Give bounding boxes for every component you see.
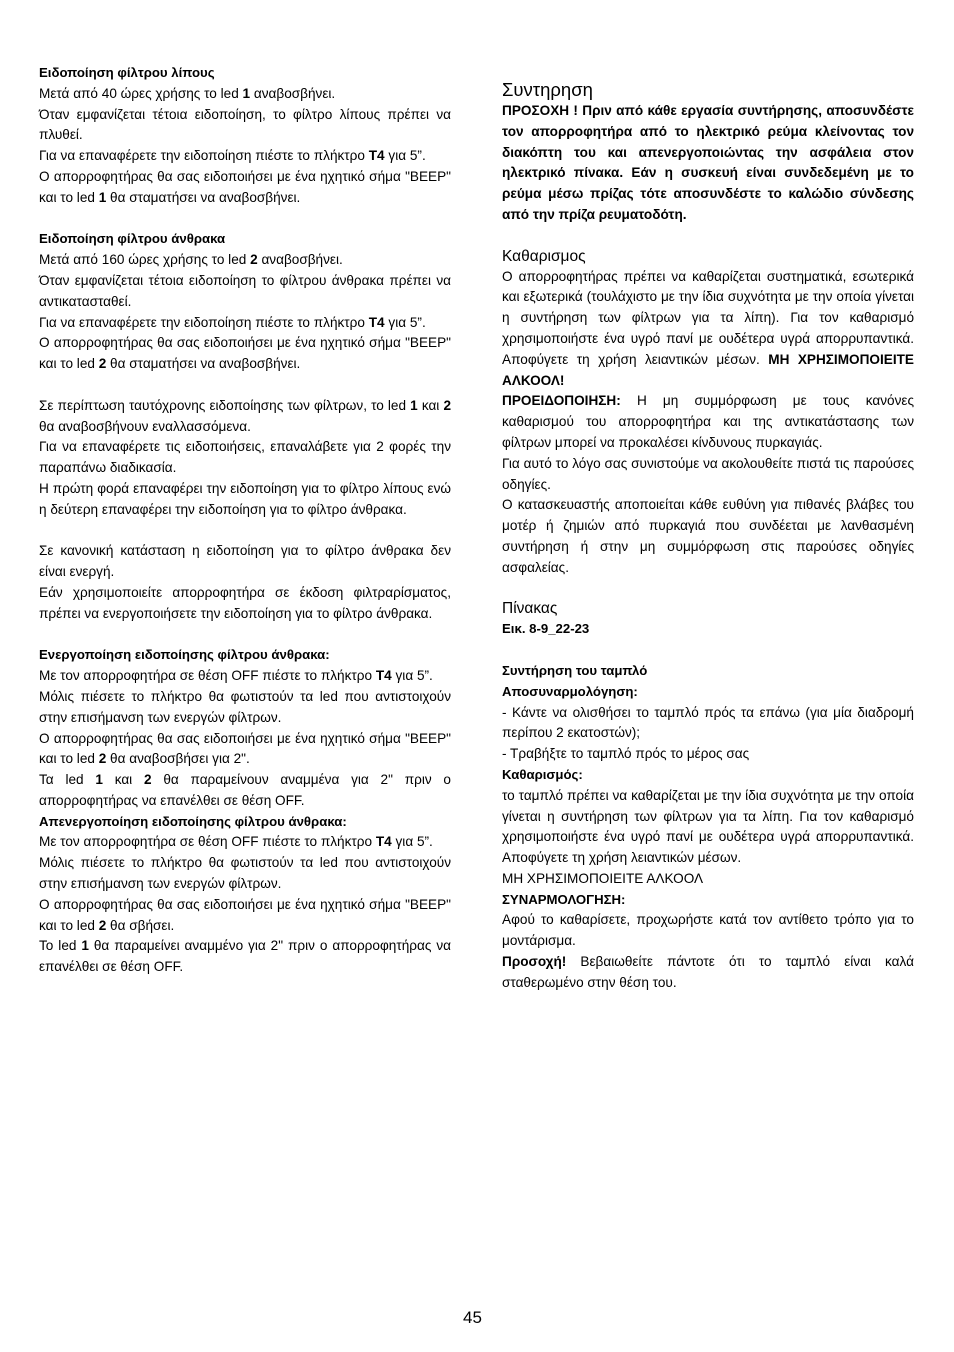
normal-state-line-2: Εάν χρησιμοποιείτε απορροφητήρα σε έκδοση φιλτραρίσματος, πρέπει να ενεργοποιήσετε την ειδοποίηση για το φίλτρο άνθρακα.	[39, 584, 451, 621]
panel-no-alcohol: ΜΗ ΧΡΗΣΙΜΟΠΟΙΕΙΤΕ ΑΛΚΟΟΛ	[502, 870, 704, 886]
deactivate-line-3: Ο απορροφητήρας θα σας ειδοποιήσει με ένα ηχητικό σήμα "BEEP" και το led 2 θα σβήσει.	[39, 896, 451, 933]
activate-line-2: Μόλις πιέσετε το πλήκτρο θα φωτιστούν τα led που αντιστοιχούν στην επισήμανση των ενεργών φίλτρων.	[39, 688, 451, 725]
page-number: 45	[463, 1308, 482, 1327]
assembly-text: Αφού το καθαρίσετε, προχωρήστε κατά τον αντίθετο τρόπο για το μοντάρισμα.	[502, 912, 914, 949]
cleaning-paragraph-3: Για αυτό το λόγο σας συνιστούμε να ακολουθείτε πιστά τις παρούσες οδηγίες.	[502, 455, 914, 492]
cleaning-paragraph-2: ΠΡΟΕΙΔΟΠΟΙΗΣΗ: Η μη συμμόρφωση με τους κανόνες καθαρισμού του απορροφητήρα και της αντικατάστασης των φίλτρων μπορεί να προκαλέσει κίνδυνους πυρκαγιάς.	[502, 393, 914, 450]
right-column	[502, 78, 914, 994]
deactivate-carbon-title: Απενεργοποίηση ειδοποίησης φίλτρου άνθρακα:	[39, 813, 347, 829]
carbon-line-4: Ο απορροφητήρας θα σας ειδοποιήσει με ένα ηχητικό σήμα "BEEP" και το led 2 θα σταματήσει να αναβοσβήνει.	[39, 335, 451, 372]
cleaning-title: Καθαρισμος	[502, 247, 586, 265]
activate-line-1: Με τον απορροφητήρα σε θέση OFF πιέστε το πλήκτρο T4 για 5”.	[39, 668, 433, 684]
grease-line-3: Για να επαναφέρετε την ειδοποίηση πιέστε το πλήκτρο T4 για 5”.	[39, 148, 426, 164]
panel-title: Πίνακας	[502, 600, 558, 618]
disassembly-title: Αποσυναρμολόγηση:	[502, 683, 638, 699]
normal-state-line-1: Σε κανονική κατάσταση η ειδοποίηση για το φίλτρο άνθρακα δεν είναι ενεργή.	[39, 543, 451, 580]
deactivate-line-4: Το led 1 θα παραμείνει αναμμένο για 2" πριν ο απορροφητήρας να επανέλθει σε θέση OFF.	[39, 938, 451, 975]
carbon-line-1: Μετά από 160 ώρες χρήσης το led 2 αναβοσβήνει.	[39, 252, 343, 268]
simultaneous-line-3: Η πρώτη φορά επαναφέρει την ειδοποίηση για το φίλτρο λίπους ενώ η δεύτερη επαναφέρει την ειδοποίηση για το φίλτρο άνθρακα.	[39, 480, 451, 517]
cleaning-paragraph-1: Ο απορροφητήρας πρέπει να καθαρίζεται συστηματικά, εσωτερικά και εξωτερικά (τουλάχιστο με την ίδια συχνότητα με την οποία γίνεται η συντήρηση των φίλτρων για τα λίπη). Για τον καθαρισμό χρησιμοποιήστε ένα υγρό πανί με ουδέτερα υγρά απορρυπαντικά. Αποφύγετε τη χρήση λειαντικών μέσων. ΜΗ ΧΡΗΣΙΜΟΠΟΙΕΙΤΕ ΑΛΚΟΟΛ!	[502, 268, 914, 388]
disassembly-step-2: - Τραβήξτε το ταμπλό πρός το μέρος σας	[502, 746, 750, 762]
deactivate-line-2: Μόλις πιέσετε το πλήκτρο θα φωτιστούν τα led που αντιστοιχούν στην επισήμανση των ενεργών φίλτρων.	[39, 855, 451, 892]
activate-carbon-title: Ενεργοποίηση ειδοποίησης φίλτρου άνθρακα:	[39, 647, 330, 663]
panel-cleaning-text: το ταμπλό πρέπει να καθαρίζεται με την ίδια συχνότητα με την οποία γίνεται η συντήρηση των φίλτρων για τα λίπη. Για τον καθαρισμό χρησιμοποιήστε ένα υγρό πανί με ουδέτερα υγρά απορρυπαντικά. Αποφύγετε τη χρήση λειαντικών μέσων.	[502, 787, 914, 866]
maintenance-title: Συντηρηση	[502, 79, 593, 100]
grease-line-4: Ο απορροφητήρας θα σας ειδοποιήσει με ένα ηχητικό σήμα "BEEP" και το led 1 θα σταματήσει να αναβοσβήνει.	[39, 168, 451, 205]
deactivate-line-1: Με τον απορροφητήρα σε θέση OFF πιέστε το πλήκτρο T4 για 5”.	[39, 834, 433, 850]
grease-filter-title: Ειδοποίηση φίλτρου λίπους	[39, 65, 215, 80]
maintenance-warning: ΠΡΟΣΟΧΗ ! Πριν από κάθε εργασία συντήρησης, αποσυνδέστε τον απορροφητήρα από το ηλεκτρικό ρεύμα κλείνοντας τον διακόπτη του και απενεργοποιώντας την ασφάλεια στον ηλεκτρικό πίνακα. Εάν η συσκευή είναι συνδεδεμένη με το ρεύμα μέσω πρίζας τότε αποσυνδέστε το καλώδιο σύνδεσης από την πρίζα ρευματοδότη.	[502, 103, 914, 222]
activate-line-3: Ο απορροφητήρας θα σας ειδοποιήσει με ένα ηχητικό σήμα "BEEP" και το led 2 θα αναβοσβήσει για 2".	[39, 730, 451, 767]
simultaneous-line-1: Σε περίπτωση ταυτόχρονης ειδοποίησης των φίλτρων, το led 1 και 2 θα αναβοσβήνουν εναλλασσόμενα.	[39, 397, 451, 434]
carbon-line-3: Για να επαναφέρετε την ειδοποίηση πιέστε το πλήκτρο T4 για 5”.	[39, 314, 426, 330]
simultaneous-line-2: Για να επαναφέρετε τις ειδοποιήσεις, επαναλάβετε για 2 φορές την παραπάνω διαδικασία.	[39, 439, 451, 476]
carbon-filter-title: Ειδοποίηση φίλτρου άνθρακα	[39, 231, 226, 247]
grease-line-1: Μετά από 40 ώρες χρήσης το led 1 αναβοσβήνει.	[39, 85, 336, 101]
carbon-line-2: Όταν εμφανίζεται τέτοια ειδοποίηση το φίλτρου άνθρακα πρέπει να αντικατασταθεί.	[39, 272, 451, 309]
disassembly-step-1: - Κάντε να ολισθήσει το ταμπλό πρός τα επάνω (για μία διαδρομή περίπου 2 εκατοστών);	[502, 704, 914, 741]
cleaning-paragraph-4: Ο κατασκευαστής αποποιείται κάθε ευθύνη για πιθανές βλάβες του μοτέρ ή ζημιών από πυρκαγιά που συνδέεται με λανθασμένη συντήρηση ή στην μη συμμόρφωση στις παρούσες οδηγίες ασφαλείας.	[502, 497, 914, 575]
panel-maintenance-subtitle: Συντήρηση του ταμπλό	[502, 662, 648, 678]
left-column	[39, 63, 451, 978]
panel-cleaning-title: Καθαρισμός:	[502, 766, 583, 782]
figure-reference: Εικ. 8-9_22-23	[502, 621, 590, 637]
assembly-title: ΣΥΝΑΡΜΟΛΟΓΗΣΗ:	[502, 891, 626, 907]
activate-line-4: Τα led 1 και 2 θα παραμείνουν αναμμένα για 2" πριν ο απορροφητήρας να επανέλθει σε θέση OFF.	[39, 772, 451, 808]
assembly-caution: Προσοχή! Βεβαιωθείτε πάντοτε ότι το ταμπλό είναι καλά σταθερωμένο στην θέση του.	[502, 954, 914, 990]
grease-line-2: Όταν εμφανίζεται τέτοια ειδοποίηση, το φίλτρο λίπους πρέπει να πλυθεί.	[39, 106, 451, 143]
